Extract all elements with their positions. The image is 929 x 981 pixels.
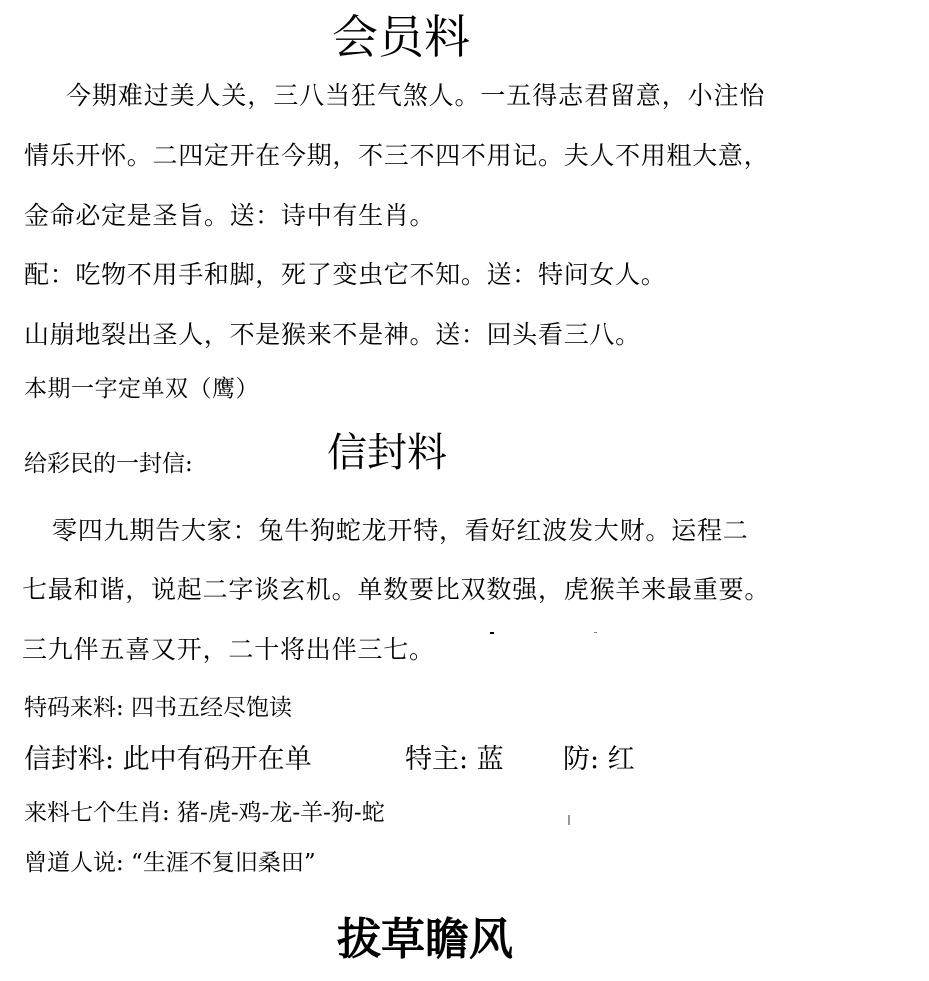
quote-line: 曾道人说: “生涯不复旧桑田” <box>24 850 316 876</box>
letter-line-3: 三九伴五喜又开，二十将出伴三七。 <box>22 635 435 664</box>
xinfeng-line <box>24 744 635 775</box>
xinfeng-te: 特主: 蓝 <box>405 744 504 775</box>
scan-speck <box>490 632 494 634</box>
verse-line-3: 金命必定是圣旨。送：诗中有生肖。 <box>24 201 436 230</box>
page-title: 会员料 <box>332 10 470 64</box>
letter-line-1: 零四九期告大家：兔牛狗蛇龙开特，看好红波发大财。运程二 <box>52 516 749 545</box>
footer-heading: 拔草瞻风 <box>337 914 513 965</box>
xinfeng-fang: 防: 红 <box>563 744 635 775</box>
xinfeng-main: 信封料: 此中有码开在单 <box>24 744 312 775</box>
letter-title: 信封料 <box>327 430 447 476</box>
scan-speck <box>594 632 597 633</box>
tema-line: 特码来料: 四书五经尽饱读 <box>24 695 293 721</box>
scan-speck <box>568 815 570 825</box>
single-double-line: 本期一字定单双（鹰） <box>24 376 259 402</box>
zodiac-line: 来料七个生肖: 猪-虎-鸡-龙-羊-狗-蛇 <box>24 800 385 826</box>
verse-line-4: 配：吃物不用手和脚，死了变虫它不知。送：特问女人。 <box>24 260 667 289</box>
verse-line-2: 情乐开怀。二四定开在今期，不三不四不用记。夫人不用粗大意， <box>24 141 770 170</box>
verse-line-1: 今期难过美人关，三八当狂气煞人。一五得志君留意，小注怡 <box>66 81 766 110</box>
letter-line-2: 七最和谐，说起二字谈玄机。单数要比双数强，虎猴羊来最重要。 <box>22 575 771 604</box>
letter-label: 给彩民的一封信: <box>24 451 193 477</box>
verse-line-5: 山崩地裂出圣人，不是猴来不是神。送：回头看三八。 <box>24 320 641 349</box>
